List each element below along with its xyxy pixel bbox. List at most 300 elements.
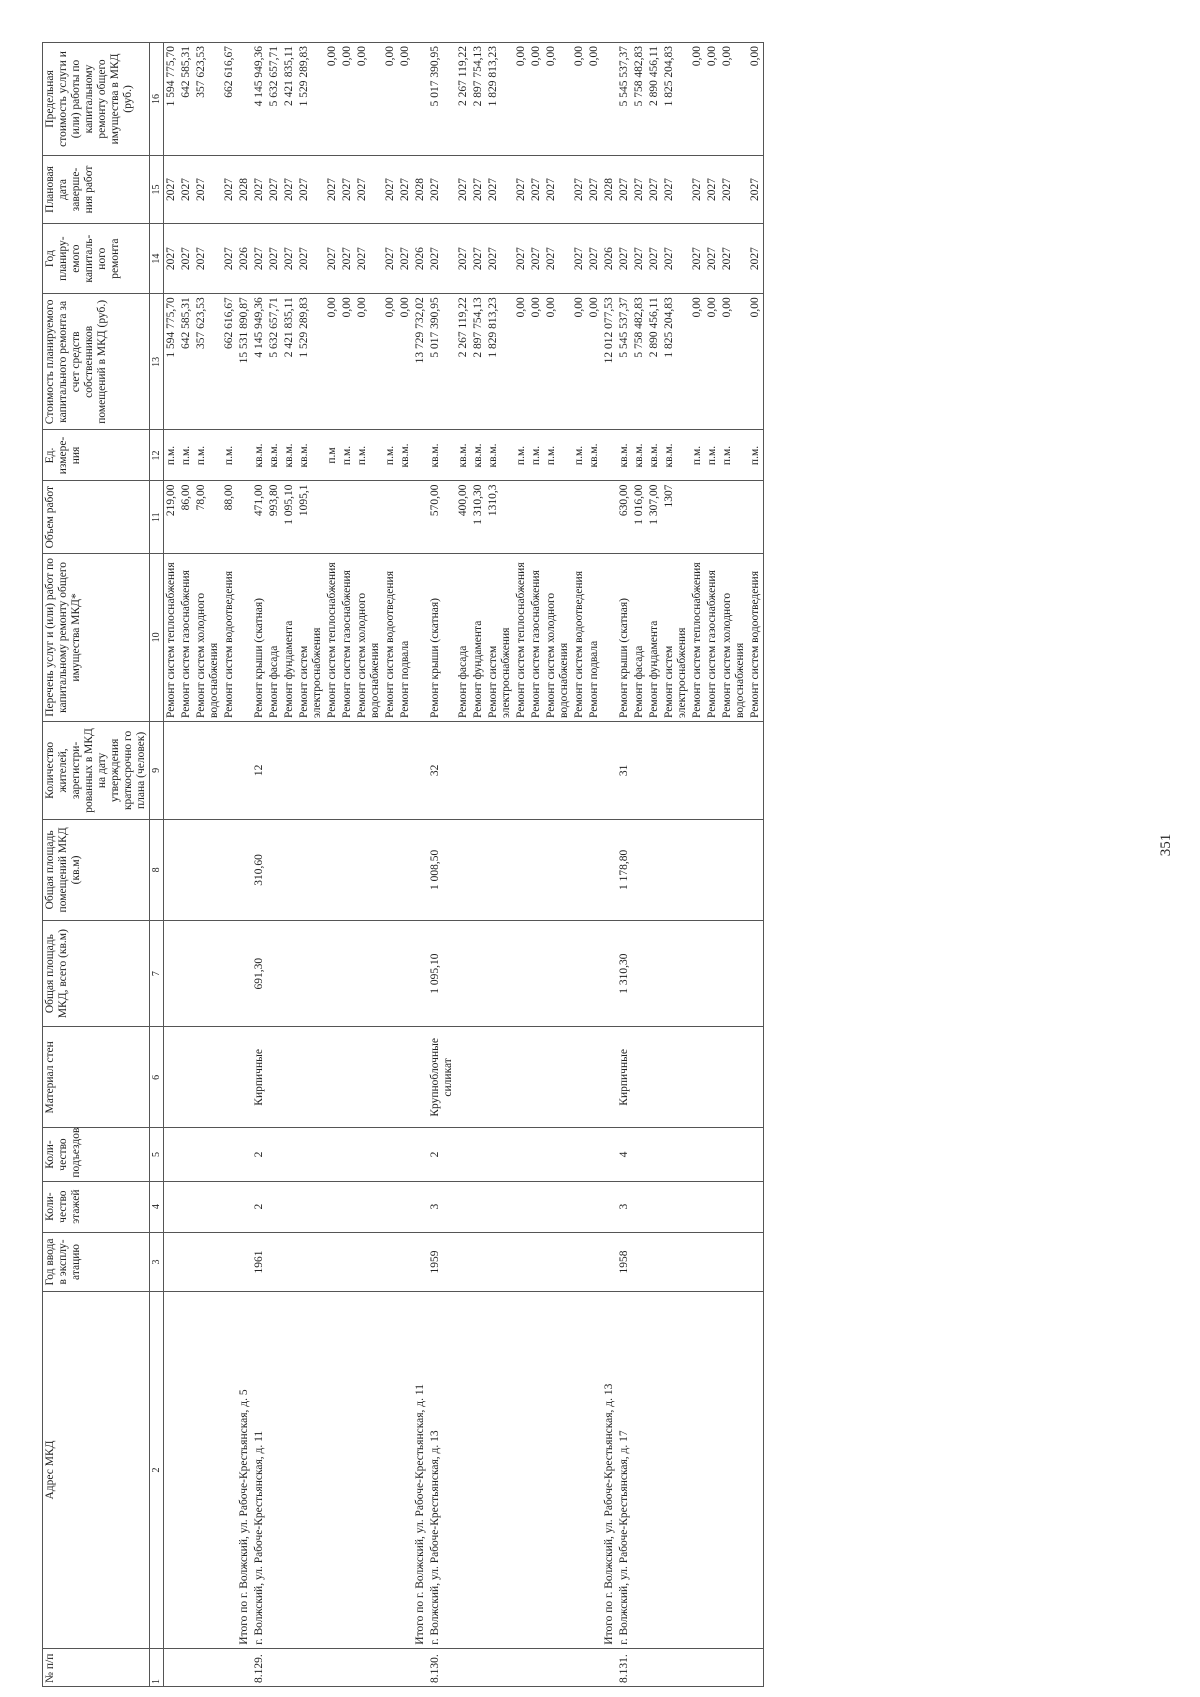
wall-material-cell — [237, 1027, 252, 1128]
total-area-cell: 1 310,30 — [617, 920, 632, 1026]
work-volume-cell — [398, 481, 413, 553]
premises-area-cell — [325, 819, 340, 920]
column-number: 12 — [150, 430, 164, 481]
row-number-cell — [413, 1648, 428, 1686]
floors-cell — [514, 1181, 529, 1232]
unit-cell — [237, 430, 252, 481]
completion-year-cell: 2027 — [748, 155, 764, 223]
planned-cost-cell: 12 012 077,53 — [602, 294, 617, 430]
floors-cell — [194, 1181, 222, 1232]
repair-year-cell: 2027 — [267, 224, 282, 294]
table-row — [486, 43, 514, 1687]
work-type-cell: Ремонт систем теплоснабжения — [164, 553, 180, 721]
total-area-cell — [632, 920, 647, 1026]
planned-cost-cell: 1 825 204,83 — [662, 294, 690, 430]
planned-cost-cell: 0,00 — [690, 294, 705, 430]
residents-cell — [748, 721, 764, 819]
table-row — [705, 43, 720, 1687]
limit-cost-cell: 0,00 — [398, 43, 413, 156]
premises-area-cell — [690, 819, 705, 920]
year-built-cell — [413, 1232, 428, 1292]
table-row — [632, 43, 647, 1687]
address-cell — [383, 1292, 398, 1648]
planned-cost-cell: 0,00 — [383, 294, 398, 430]
year-built-cell — [325, 1232, 340, 1292]
planned-cost-cell: 0,00 — [720, 294, 748, 430]
year-built-cell — [647, 1232, 662, 1292]
header-cell: Предельная стоимость услуги и (или) работы по капитальному ремонту общего имущества в МКД (руб.) — [43, 43, 150, 156]
limit-cost-cell: 0,00 — [720, 43, 748, 156]
unit-cell: п.м. — [748, 430, 764, 481]
work-type-cell: Ремонт систем холодного водоснабжения — [355, 553, 383, 721]
total-area-cell — [486, 920, 514, 1026]
year-built-cell — [486, 1232, 514, 1292]
floors-cell — [471, 1181, 486, 1232]
work-type-cell: Ремонт крыши (скатная) — [428, 553, 456, 721]
work-volume-cell: 400,00 — [456, 481, 471, 553]
limit-cost-cell — [237, 43, 252, 156]
residents-cell: 12 — [252, 721, 267, 819]
premises-area-cell — [164, 819, 180, 920]
work-volume-cell — [529, 481, 544, 553]
column-number: 13 — [150, 294, 164, 430]
year-built-cell — [237, 1232, 252, 1292]
address-cell — [486, 1292, 514, 1648]
repair-year-cell: 2027 — [486, 224, 514, 294]
repair-year-cell: 2027 — [617, 224, 632, 294]
wall-material-cell — [720, 1027, 748, 1128]
total-area-cell — [572, 920, 587, 1026]
column-number: 5 — [150, 1128, 164, 1181]
residents-cell — [267, 721, 282, 819]
limit-cost-cell: 0,00 — [529, 43, 544, 156]
year-built-cell — [690, 1232, 705, 1292]
entrances-cell — [237, 1128, 252, 1181]
wall-material-cell — [164, 1027, 180, 1128]
table-row — [194, 43, 222, 1687]
residents-cell — [471, 721, 486, 819]
repair-year-cell: 2027 — [572, 224, 587, 294]
column-number: 7 — [150, 920, 164, 1026]
wall-material-cell: Кирпичные — [252, 1027, 267, 1128]
floors-cell — [237, 1181, 252, 1232]
work-volume-cell — [514, 481, 529, 553]
address-cell — [398, 1292, 413, 1648]
work-volume-cell: 1 310,30 — [471, 481, 486, 553]
header-cell: Общая площадь помещений МКД (кв.м) — [43, 819, 150, 920]
planned-cost-cell: 0,00 — [587, 294, 602, 430]
planned-cost-cell: 0,00 — [355, 294, 383, 430]
address-cell — [529, 1292, 544, 1648]
limit-cost-cell: 2 267 119,22 — [456, 43, 471, 156]
completion-year-cell: 2027 — [705, 155, 720, 223]
limit-cost-cell: 0,00 — [514, 43, 529, 156]
row-number-cell — [456, 1648, 471, 1686]
residents-cell — [237, 721, 252, 819]
table-row — [355, 43, 383, 1687]
entrances-cell — [471, 1128, 486, 1181]
total-area-cell — [705, 920, 720, 1026]
total-area-cell — [720, 920, 748, 1026]
table-row — [529, 43, 544, 1687]
total-area-cell — [179, 920, 194, 1026]
wall-material-cell — [413, 1027, 428, 1128]
repair-year-cell: 2027 — [297, 224, 325, 294]
total-area-cell — [355, 920, 383, 1026]
limit-cost-cell: 2 890 456,11 — [647, 43, 662, 156]
total-area-cell — [194, 920, 222, 1026]
header-cell: Количество жителей, зарегистри-рованных в МКД на дату утверждения краткосрочно го плана (человек) — [43, 721, 150, 819]
repair-year-cell: 2026 — [602, 224, 617, 294]
total-area-cell — [748, 920, 764, 1026]
table-row — [572, 43, 587, 1687]
address-cell — [690, 1292, 705, 1648]
table-row — [383, 43, 398, 1687]
floors-cell — [690, 1181, 705, 1232]
work-type-cell: Ремонт систем газоснабжения — [705, 553, 720, 721]
unit-cell: п.м. — [179, 430, 194, 481]
wall-material-cell — [705, 1027, 720, 1128]
year-built-cell — [179, 1232, 194, 1292]
floors-cell — [282, 1181, 297, 1232]
repair-year-cell: 2027 — [587, 224, 602, 294]
premises-area-cell — [572, 819, 587, 920]
entrances-cell — [705, 1128, 720, 1181]
floors-cell: 3 — [428, 1181, 456, 1232]
table-row — [179, 43, 194, 1687]
work-volume-cell: 630,00 — [617, 481, 632, 553]
year-built-cell — [194, 1232, 222, 1292]
residents-cell — [572, 721, 587, 819]
total-area-cell — [456, 920, 471, 1026]
repair-year-cell: 2026 — [237, 224, 252, 294]
entrances-cell — [572, 1128, 587, 1181]
entrances-cell — [164, 1128, 180, 1181]
entrances-cell: 2 — [428, 1128, 456, 1181]
floors-cell — [662, 1181, 690, 1232]
limit-cost-cell: 2 897 754,13 — [471, 43, 486, 156]
work-type-cell — [237, 553, 252, 721]
page-number: 351 — [1158, 833, 1174, 857]
row-number-cell — [529, 1648, 544, 1686]
table-row — [720, 43, 748, 1687]
unit-cell: кв.м. — [587, 430, 602, 481]
row-number-cell — [355, 1648, 383, 1686]
work-type-cell: Ремонт систем водоотведения — [222, 553, 237, 721]
planned-cost-cell: 2 267 119,22 — [456, 294, 471, 430]
planned-cost-cell: 0,00 — [340, 294, 355, 430]
premises-area-cell — [413, 819, 428, 920]
year-built-cell — [398, 1232, 413, 1292]
unit-cell: п.м. — [572, 430, 587, 481]
unit-cell: п.м. — [383, 430, 398, 481]
total-area-cell — [587, 920, 602, 1026]
work-type-cell: Ремонт систем теплоснабжения — [514, 553, 529, 721]
year-built-cell — [572, 1232, 587, 1292]
completion-year-cell: 2027 — [179, 155, 194, 223]
row-number-cell — [471, 1648, 486, 1686]
unit-cell: кв.м. — [267, 430, 282, 481]
entrances-cell — [398, 1128, 413, 1181]
row-number-cell — [383, 1648, 398, 1686]
work-type-cell: Ремонт фундамента — [471, 553, 486, 721]
unit-cell: кв.м. — [647, 430, 662, 481]
limit-cost-cell: 1 825 204,83 — [662, 43, 690, 156]
row-number-cell — [340, 1648, 355, 1686]
floors-cell — [720, 1181, 748, 1232]
year-built-cell — [164, 1232, 180, 1292]
floors-cell — [383, 1181, 398, 1232]
unit-cell: п.м. — [514, 430, 529, 481]
work-volume-cell: 86,00 — [179, 481, 194, 553]
floors-cell — [587, 1181, 602, 1232]
completion-year-cell: 2027 — [632, 155, 647, 223]
total-area-cell — [164, 920, 180, 1026]
premises-area-cell — [720, 819, 748, 920]
limit-cost-cell: 2 421 835,11 — [282, 43, 297, 156]
residents-cell — [587, 721, 602, 819]
floors-cell — [267, 1181, 282, 1232]
year-built-cell — [662, 1232, 690, 1292]
completion-year-cell: 2027 — [544, 155, 572, 223]
table-row — [662, 43, 690, 1687]
row-number-cell — [572, 1648, 587, 1686]
year-built-cell — [748, 1232, 764, 1292]
residents-cell — [398, 721, 413, 819]
work-volume-cell — [355, 481, 383, 553]
residents-cell — [602, 721, 617, 819]
capital-repair-table — [42, 42, 764, 1687]
header-cell: Материал стен — [43, 1027, 150, 1128]
planned-cost-cell: 13 729 732,02 — [413, 294, 428, 430]
unit-cell: п.м. — [194, 430, 222, 481]
work-volume-cell: 1 016,00 — [632, 481, 647, 553]
floors-cell — [355, 1181, 383, 1232]
unit-cell: кв.м. — [428, 430, 456, 481]
completion-year-cell: 2027 — [383, 155, 398, 223]
address-cell — [514, 1292, 529, 1648]
residents-cell — [514, 721, 529, 819]
entrances-cell: 2 — [252, 1128, 267, 1181]
work-volume-cell — [237, 481, 252, 553]
year-built-cell: 1959 — [428, 1232, 456, 1292]
entrances-cell — [340, 1128, 355, 1181]
row-number-cell — [632, 1648, 647, 1686]
residents-cell — [340, 721, 355, 819]
table-row — [544, 43, 572, 1687]
wall-material-cell — [297, 1027, 325, 1128]
planned-cost-cell: 642 585,31 — [179, 294, 194, 430]
entrances-cell — [720, 1128, 748, 1181]
repair-year-cell: 2027 — [340, 224, 355, 294]
residents-cell — [544, 721, 572, 819]
planned-cost-cell: 1 529 289,83 — [297, 294, 325, 430]
year-built-cell: 1958 — [617, 1232, 632, 1292]
premises-area-cell — [529, 819, 544, 920]
work-type-cell: Ремонт систем электроснабжения — [297, 553, 325, 721]
premises-area-cell — [340, 819, 355, 920]
planned-cost-cell: 5 017 390,95 — [428, 294, 456, 430]
limit-cost-cell — [602, 43, 617, 156]
address-cell: г. Волжский, ул. Рабоче-Крестьянская, д. 17 — [617, 1292, 632, 1648]
premises-area-cell — [486, 819, 514, 920]
residents-cell — [413, 721, 428, 819]
premises-area-cell — [456, 819, 471, 920]
address-cell — [325, 1292, 340, 1648]
repair-year-cell: 2027 — [282, 224, 297, 294]
work-type-cell: Ремонт систем теплоснабжения — [325, 553, 340, 721]
work-volume-cell — [413, 481, 428, 553]
repair-year-cell: 2027 — [647, 224, 662, 294]
floors-cell — [529, 1181, 544, 1232]
premises-area-cell — [222, 819, 237, 920]
entrances-cell — [383, 1128, 398, 1181]
completion-year-cell: 2027 — [514, 155, 529, 223]
entrances-cell — [748, 1128, 764, 1181]
table-row — [267, 43, 282, 1687]
header-cell: Перечень услуг и (или) работ по капитальному ремонту общего имущества МКД* — [43, 553, 150, 721]
entrances-cell — [587, 1128, 602, 1181]
table-row — [325, 43, 340, 1687]
year-built-cell — [383, 1232, 398, 1292]
address-cell — [297, 1292, 325, 1648]
entrances-cell — [355, 1128, 383, 1181]
completion-year-cell: 2027 — [486, 155, 514, 223]
work-volume-cell: 78,00 — [194, 481, 222, 553]
total-area-cell — [690, 920, 705, 1026]
header-cell: Ед. измере-ния — [43, 430, 150, 481]
subtotal-row — [237, 43, 252, 1687]
table-row — [282, 43, 297, 1687]
entrances-cell — [690, 1128, 705, 1181]
planned-cost-cell: 4 145 949,36 — [252, 294, 267, 430]
row-number-cell: 8.130. — [428, 1648, 456, 1686]
table-row — [252, 43, 267, 1687]
header-cell: № п/п — [43, 1648, 150, 1686]
limit-cost-cell: 662 616,67 — [222, 43, 237, 156]
work-volume-cell: 1 307,00 — [647, 481, 662, 553]
address-cell: Итого по г. Волжский, ул. Рабоче-Крестьянская, д. 5 — [237, 1292, 252, 1648]
column-number: 9 — [150, 721, 164, 819]
completion-year-cell: 2027 — [587, 155, 602, 223]
address-cell — [720, 1292, 748, 1648]
table-row — [514, 43, 529, 1687]
residents-cell — [456, 721, 471, 819]
repair-year-cell: 2027 — [398, 224, 413, 294]
limit-cost-cell: 0,00 — [705, 43, 720, 156]
row-number-cell — [282, 1648, 297, 1686]
limit-cost-cell — [413, 43, 428, 156]
limit-cost-cell: 0,00 — [325, 43, 340, 156]
column-number: 6 — [150, 1027, 164, 1128]
work-volume-cell: 1310,3 — [486, 481, 514, 553]
completion-year-cell: 2027 — [617, 155, 632, 223]
residents-cell — [222, 721, 237, 819]
work-volume-cell: 1 095,10 — [282, 481, 297, 553]
column-number: 8 — [150, 819, 164, 920]
total-area-cell — [602, 920, 617, 1026]
column-number: 2 — [150, 1292, 164, 1648]
table-row — [222, 43, 237, 1687]
row-number-cell — [705, 1648, 720, 1686]
completion-year-cell: 2027 — [572, 155, 587, 223]
row-number-cell — [222, 1648, 237, 1686]
repair-year-cell: 2027 — [252, 224, 267, 294]
wall-material-cell — [471, 1027, 486, 1128]
wall-material-cell — [544, 1027, 572, 1128]
planned-cost-cell: 0,00 — [705, 294, 720, 430]
address-cell — [662, 1292, 690, 1648]
year-built-cell — [529, 1232, 544, 1292]
repair-year-cell: 2027 — [544, 224, 572, 294]
row-number-cell — [325, 1648, 340, 1686]
repair-year-cell: 2027 — [222, 224, 237, 294]
work-type-cell: Ремонт крыши (скатная) — [617, 553, 632, 721]
row-number-cell — [486, 1648, 514, 1686]
work-type-cell: Ремонт фундамента — [647, 553, 662, 721]
year-built-cell — [282, 1232, 297, 1292]
table-header — [43, 43, 150, 1687]
work-volume-cell — [705, 481, 720, 553]
work-volume-cell: 993,80 — [267, 481, 282, 553]
entrances-cell — [413, 1128, 428, 1181]
floors-cell — [222, 1181, 237, 1232]
residents-cell — [282, 721, 297, 819]
column-number: 1 — [150, 1648, 164, 1686]
entrances-cell — [602, 1128, 617, 1181]
limit-cost-cell: 5 017 390,95 — [428, 43, 456, 156]
planned-cost-cell: 0,00 — [514, 294, 529, 430]
repair-year-cell: 2027 — [705, 224, 720, 294]
work-type-cell: Ремонт систем газоснабжения — [179, 553, 194, 721]
premises-area-cell — [297, 819, 325, 920]
unit-cell: кв.м. — [282, 430, 297, 481]
address-cell — [282, 1292, 297, 1648]
work-volume-cell — [325, 481, 340, 553]
planned-cost-cell: 2 890 456,11 — [647, 294, 662, 430]
year-built-cell — [587, 1232, 602, 1292]
residents-cell — [355, 721, 383, 819]
row-number-cell — [514, 1648, 529, 1686]
completion-year-cell: 2027 — [662, 155, 690, 223]
residents-cell — [194, 721, 222, 819]
entrances-cell: 4 — [617, 1128, 632, 1181]
work-volume-cell: 88,00 — [222, 481, 237, 553]
wall-material-cell — [340, 1027, 355, 1128]
floors-cell — [705, 1181, 720, 1232]
address-cell: Итого по г. Волжский, ул. Рабоче-Крестьянская, д. 11 — [413, 1292, 428, 1648]
unit-cell — [413, 430, 428, 481]
work-volume-cell — [383, 481, 398, 553]
total-area-cell — [282, 920, 297, 1026]
table-row — [471, 43, 486, 1687]
planned-cost-cell: 1 594 775,70 — [164, 294, 180, 430]
residents-cell — [325, 721, 340, 819]
work-type-cell: Ремонт систем холодного водоснабжения — [544, 553, 572, 721]
work-type-cell — [602, 553, 617, 721]
work-volume-cell — [340, 481, 355, 553]
limit-cost-cell: 0,00 — [748, 43, 764, 156]
work-type-cell — [413, 553, 428, 721]
floors-cell — [325, 1181, 340, 1232]
row-number-cell — [662, 1648, 690, 1686]
total-area-cell — [413, 920, 428, 1026]
entrances-cell — [179, 1128, 194, 1181]
limit-cost-cell: 642 585,31 — [179, 43, 194, 156]
limit-cost-cell: 0,00 — [572, 43, 587, 156]
floors-cell — [544, 1181, 572, 1232]
year-built-cell — [602, 1232, 617, 1292]
